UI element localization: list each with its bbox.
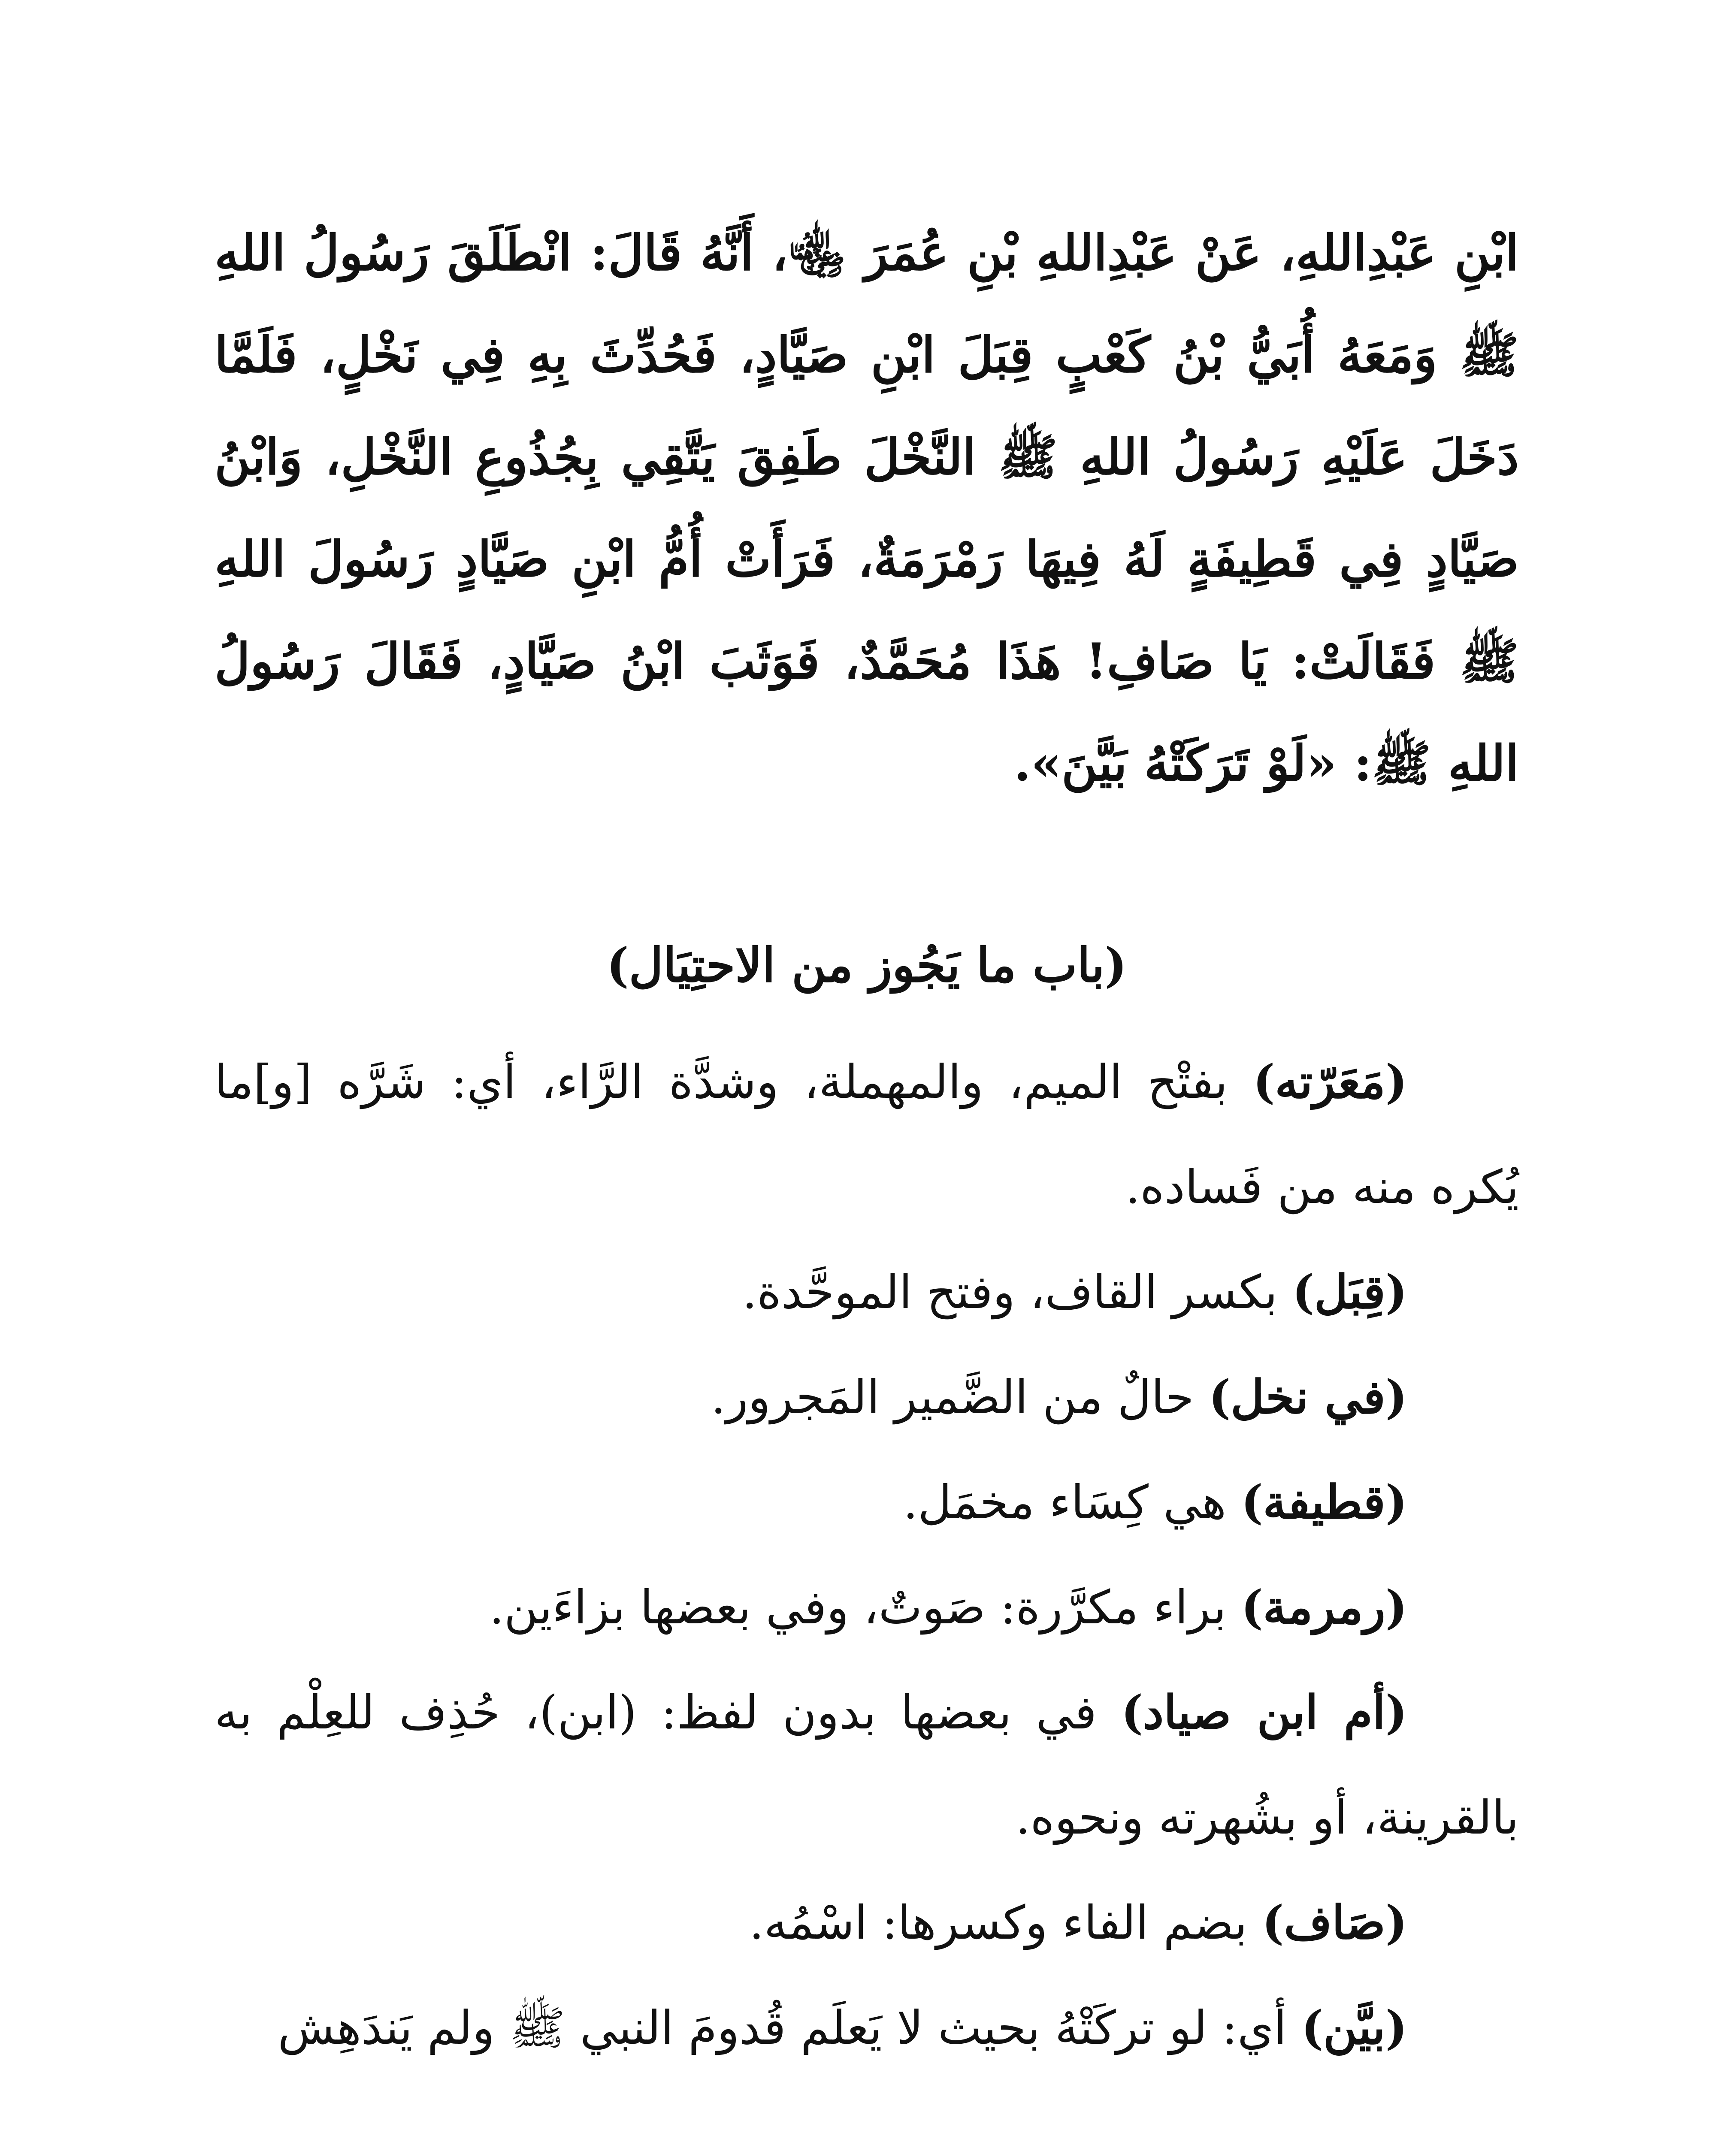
note-term: (قطيفة)	[1241, 1475, 1407, 1529]
note-term: (قِبَل)	[1292, 1265, 1407, 1319]
commentary-note	[215, 1240, 1519, 1345]
note-text: في بعضها بدون لفظ: (ابن)، حُذِف للعِلْم به بالقرينة، أو بشُهرته ونحوه.	[215, 1686, 1519, 1845]
note-text: براء مكرَّرة: صَوتٌ، وفي بعضها بزاءَين.	[489, 1581, 1241, 1634]
commentary-section	[215, 1030, 1519, 2081]
commentary-note	[215, 1660, 1519, 1870]
hadith-text: ابْنِ عَبْدِاللهِ، عَنْ عَبْدِاللهِ بْنِ عُمَرَ ﵄، أَنَّهُ قَالَ: انْطَلَقَ رَسُولُ اللهِ ﷺ وَمَعَهُ أُبَيُّ بْنُ كَعْبٍ قِبَلَ ابْنِ صَيَّادٍ، فَحُدِّثَ بِهِ فِي نَخْلٍ، فَلَمَّا دَخَلَ عَلَيْهِ رَسُولُ اللهِ ﷺ النَّخْلَ طَفِقَ يَتَّقِي بِجُذُوعِ النَّخْلِ، وَابْنُ صَيَّادٍ فِي قَطِيفَةٍ لَهُ فِيهَا رَمْرَمَةٌ، فَرَأَتْ أُمُّ ابْنِ صَيَّادٍ رَسُولَ اللهِ ﷺ فَقَالَتْ: يَا صَافِ! هَذَا مُحَمَّدٌ، فَوَثَبَ ابْنُ صَيَّادٍ، فَقَالَ رَسُولُ اللهِ ﷺ: «لَوْ تَرَكَتْهُ بَيَّنَ».	[215, 224, 1519, 792]
commentary-note	[215, 1345, 1519, 1450]
note-text: هي كِسَاء مخمَل.	[903, 1476, 1241, 1529]
commentary-note	[215, 1030, 1519, 1240]
note-text: بضم الفاء وكسرها: اسْمُه.	[749, 1896, 1262, 1950]
note-term: (أم ابن صياد)	[1121, 1686, 1407, 1740]
note-text: حالٌ من الضَّمير المَجرور.	[711, 1371, 1209, 1424]
note-term: (في نخل)	[1208, 1370, 1407, 1424]
note-text: بكسر القاف، وفتح الموحَّدة.	[742, 1266, 1292, 1319]
note-term: (رمرمة)	[1241, 1580, 1407, 1634]
note-term: (بيَّن)	[1301, 2001, 1407, 2055]
chapter-title: (باب ما يَجُوز من الاحتِيَال)	[606, 937, 1127, 993]
commentary-note	[215, 1555, 1519, 1660]
commentary-note	[215, 1870, 1519, 1976]
commentary-note	[215, 1976, 1519, 2081]
note-text: أي: لو تركَتْهُ بحيث لا يَعلَم قُدومَ النبي ﷺ ولم يَندَهِش	[278, 2001, 1301, 2055]
commentary-note	[215, 1450, 1519, 1555]
note-text: بفتْح الميم، والمهملة، وشدَّة الرَّاء، أي: شَرَّه [و]ما يُكره منه من فَساده.	[215, 1055, 1519, 1214]
note-term: (صَاف)	[1262, 1896, 1407, 1950]
note-term: (مَعَرّته)	[1253, 1055, 1407, 1109]
